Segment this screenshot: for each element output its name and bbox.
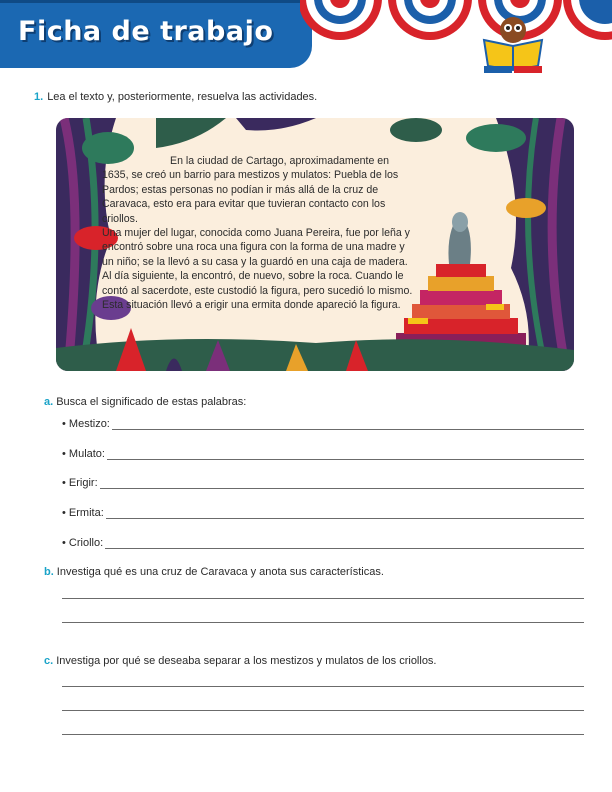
word-label: • Mestizo: — [62, 418, 110, 430]
word-label: • Mulato: — [62, 448, 105, 460]
answer-line[interactable] — [112, 419, 584, 430]
story-paragraph-1: En la ciudad de Cartago, aproximadamente en 1635, se creó un barrio para mestizos y mulatos: Puebla de los Pardos; estas personas no podían ir más allá de la cruz de Caravaca, esto era para evitar que tuvieran contacto con los criollos. — [102, 155, 399, 225]
answer-line[interactable] — [62, 598, 584, 599]
question-c-letter: c. — [44, 655, 54, 667]
answer-line[interactable] — [62, 686, 584, 687]
word-row-erigir — [62, 475, 584, 489]
answer-line[interactable] — [100, 478, 584, 489]
word-label: • Ermita: — [62, 507, 104, 519]
question-c-text: Investiga por qué se deseaba separar a los mestizos y mulatos de los criollos. — [56, 655, 437, 667]
word-label: • Criollo: — [62, 537, 104, 549]
answer-line[interactable] — [62, 710, 584, 711]
question-b-letter: b. — [44, 566, 54, 578]
question-1 — [34, 91, 317, 103]
word-label: • Erigir: — [62, 477, 98, 489]
question-b — [44, 566, 384, 578]
word-row-mestizo — [62, 416, 584, 430]
story-paragraph-2: Una mujer del lugar, conocida como Juana Pereira, fue por leña y encontró sobre una roca una figura con la forma de una madre y un niño; se la llevó a su casa y la guardó en una caja de madera. Al día siguiente, la encontró, de nuevo, sobre la roca. Cuando le contó al sacerdote, este custodió la figura, pero sucedió lo mismo. Esta situación llevó a erigir una ermita donde apareció la figura. — [102, 227, 413, 312]
question-number: 1. — [34, 91, 44, 103]
answer-line[interactable] — [107, 449, 584, 460]
word-row-ermita — [62, 505, 584, 519]
word-row-criollo — [62, 535, 584, 549]
answer-line[interactable] — [106, 508, 584, 519]
rosette-decoration — [300, 0, 612, 70]
question-a-letter: a. — [44, 396, 54, 408]
story-illustration — [56, 118, 574, 371]
header-tab — [0, 0, 312, 68]
answer-line[interactable] — [105, 538, 584, 549]
question-a-text: Busca el significado de estas palabras: — [56, 396, 247, 408]
question-c — [44, 655, 437, 667]
page-title: Ficha de trabajo — [18, 16, 274, 47]
question-a — [44, 396, 246, 408]
story-text — [102, 154, 414, 312]
owl-reading-logo — [478, 10, 548, 76]
word-row-mulato — [62, 446, 584, 460]
question-1-text: Lea el texto y, posteriormente, resuelva las actividades. — [47, 91, 318, 103]
answer-line[interactable] — [62, 734, 584, 735]
question-b-text: Investiga qué es una cruz de Caravaca y anota sus características. — [56, 566, 384, 578]
answer-line[interactable] — [62, 622, 584, 623]
